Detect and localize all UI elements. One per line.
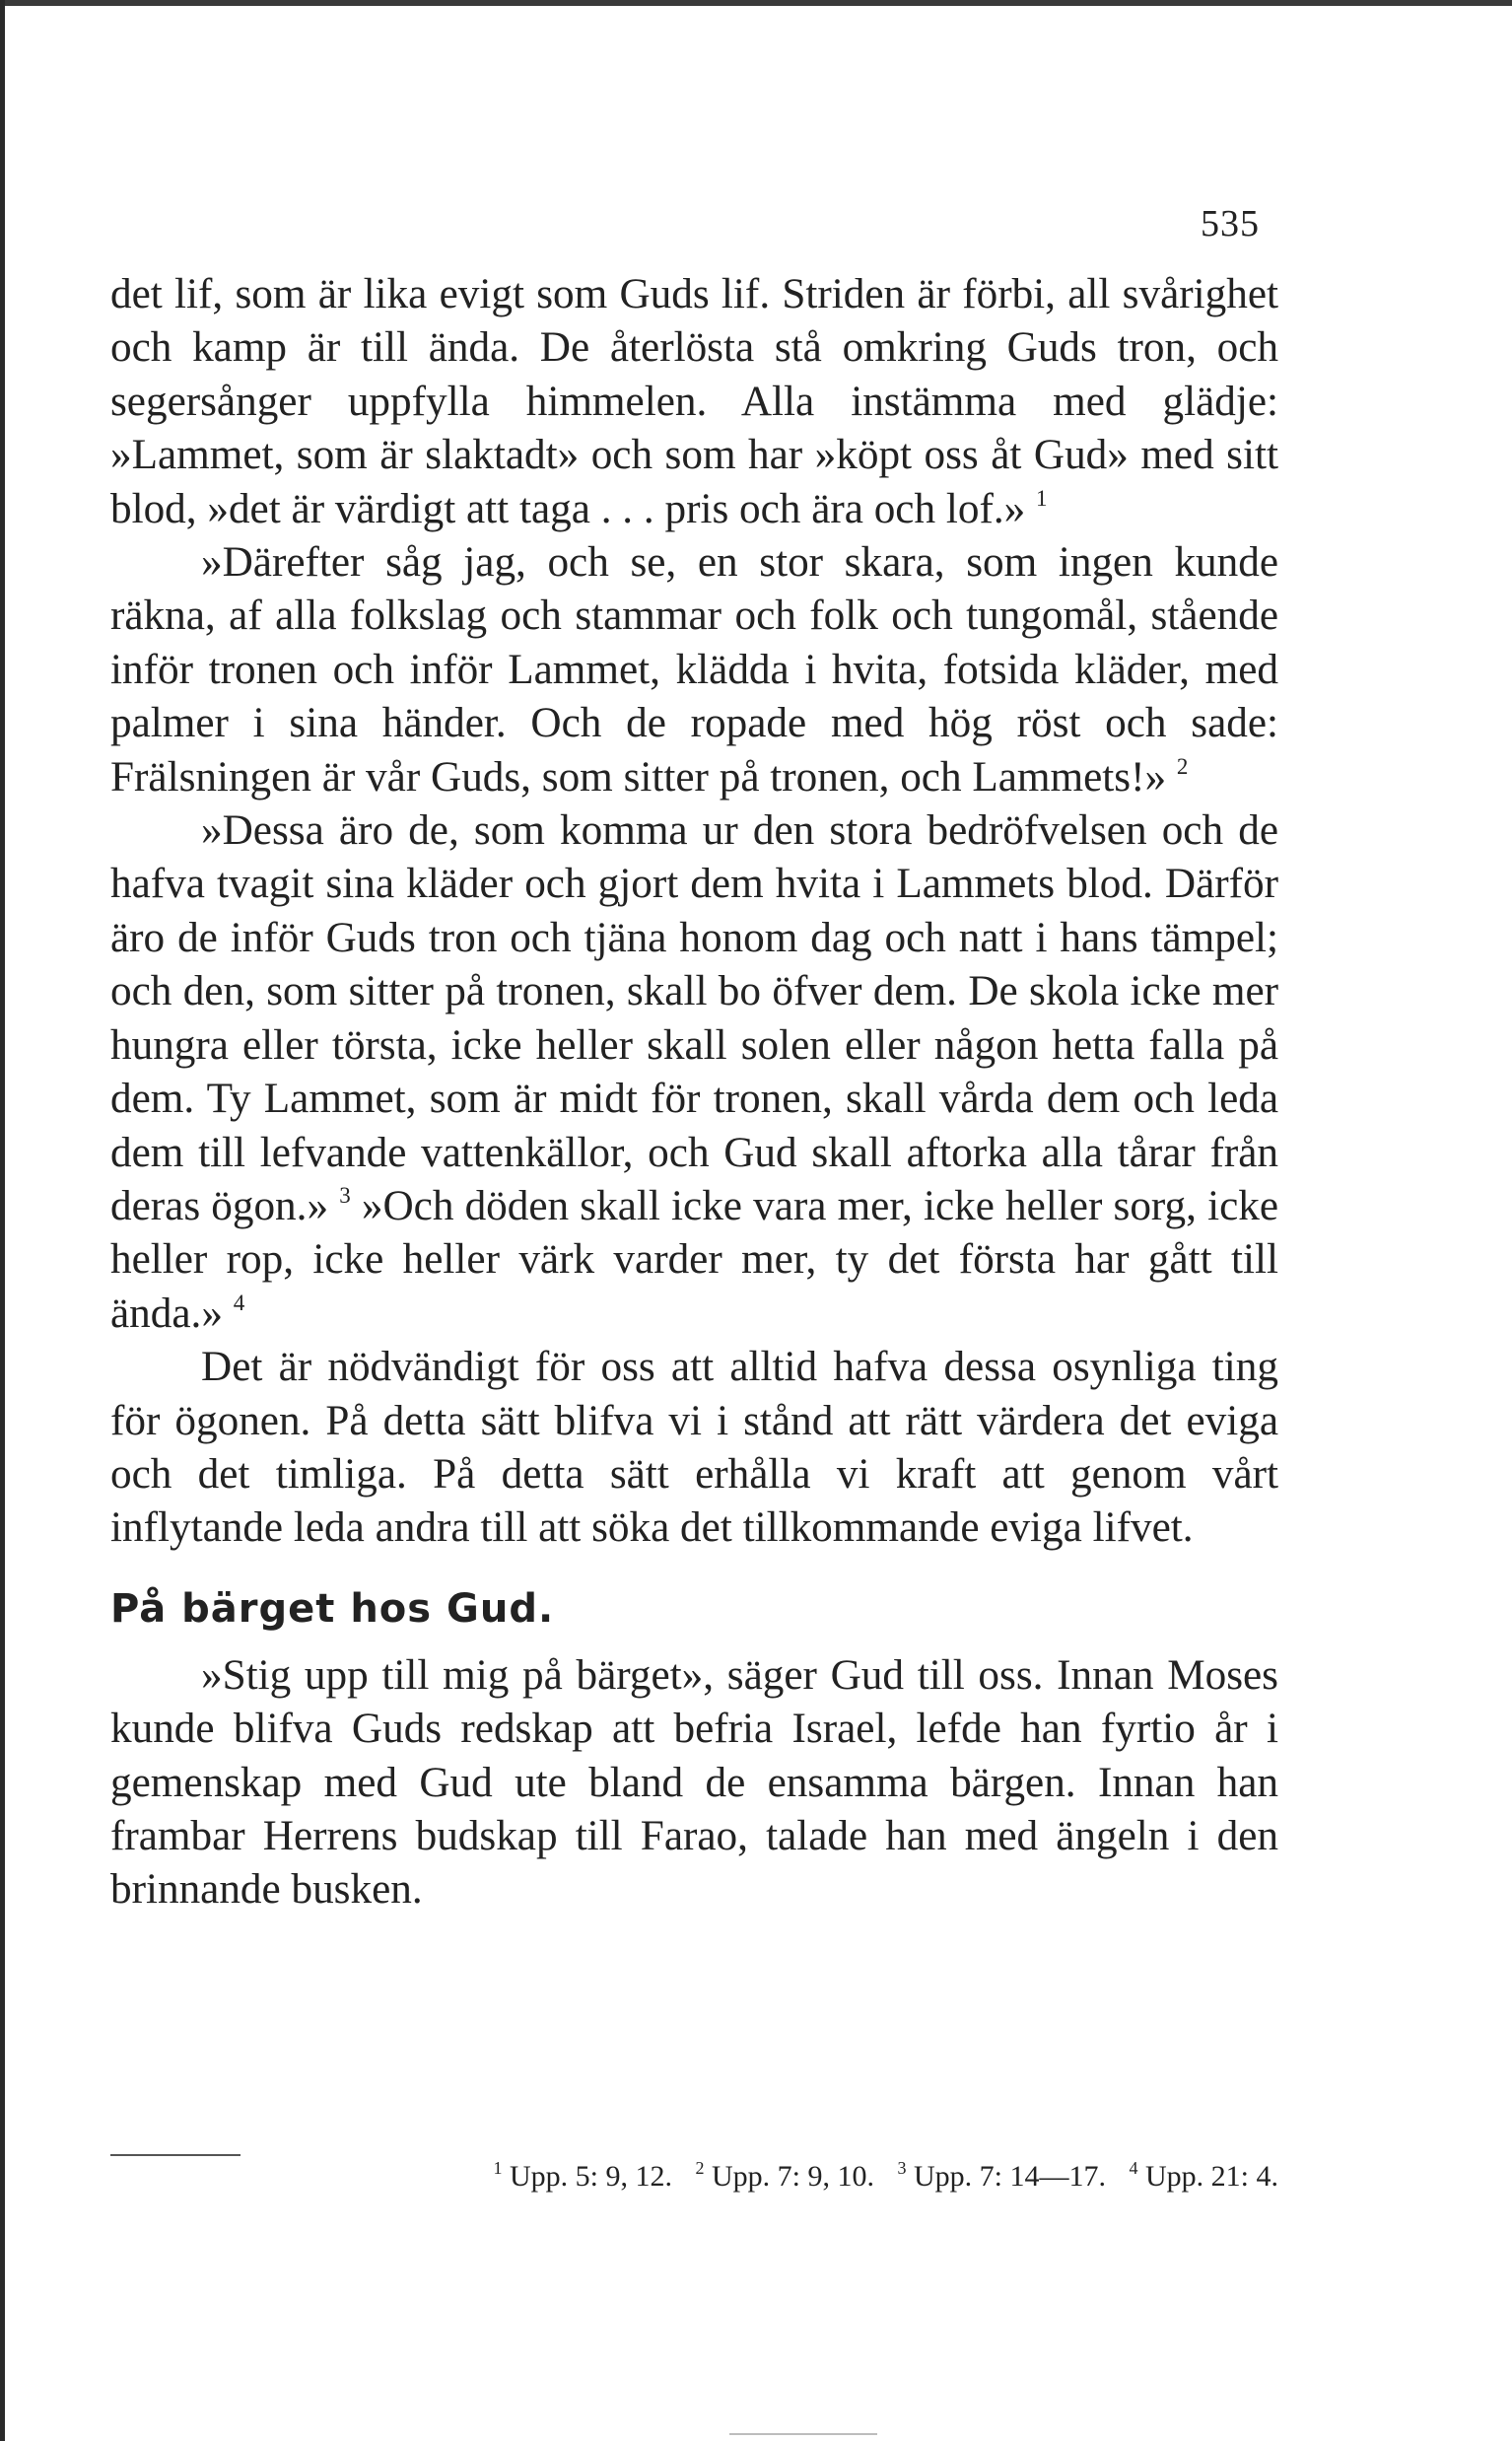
body-text (110, 268, 1278, 1918)
paragraph-4: Det är nödvändigt för oss att alltid hafva dessa osynliga ting för ögonen. På detta sätt blifva vi i stånd att rätt värdera det eviga och det timliga. På detta sätt erhålla vi kraft att genom vårt inflytande leda andra till att söka det tillkommande eviga lifvet. (110, 1344, 1278, 1552)
footnote-4-mark: 4 (1129, 2158, 1138, 2178)
footnote-2-text: Upp. 7: 9, 10. (712, 2160, 874, 2193)
footnote-ref-3: 3 (339, 1182, 351, 1208)
section-heading: På bärget hos Gud. (110, 1585, 555, 1632)
scan-top-edge (0, 0, 1512, 6)
footnote-ref-4: 4 (233, 1290, 245, 1315)
footnote-ref-2: 2 (1176, 753, 1189, 779)
footnote-2-mark: 2 (695, 2158, 705, 2178)
footnote-divider (110, 2154, 241, 2156)
paragraph-2 (110, 536, 1278, 804)
footnote-3-text: Upp. 7: 14—17. (914, 2160, 1106, 2193)
footnote-4 (1130, 2160, 1279, 2193)
paragraph-3 (110, 804, 1278, 1341)
paragraph-3-text-continued: »Och döden skall icke vara mer, icke heller sorg, icke heller rop, icke heller värk varder mer, ty det första har gått till ända.» (110, 1182, 1279, 1337)
page-number: 535 (1201, 203, 1260, 244)
paragraph-1-text: det lif, som är lika evigt som Guds lif. Striden är förbi, all svårighet och kamp är till ända. De återlösta stå omkring Guds tron, och segersånger uppfylla himmelen. Alla instämma med glädje: »Lammet, som är slaktadt» och som har »köpt oss åt Gud» med sitt blod, »det är värdigt att taga . . . pris och ära och lof.» (110, 271, 1278, 532)
scan-left-edge (0, 0, 5, 2441)
paragraph-2-text: »Därefter såg jag, och se, en stor skara, som ingen kunde räkna, af alla folkslag och stammar och folk och tungomål, stående inför tronen och inför Lammet, klädda i hvita, fotsida kläder, med palmer i sina händer. Och de ropade med hög röst och sade: Frälsningen är vår Guds, som sitter på tronen, och Lammets!» (110, 539, 1278, 801)
footnote-3-mark: 3 (897, 2158, 907, 2178)
section-paragraph: »Stig upp till mig på bärget», säger Gud till oss. Innan Moses kunde blifva Guds redskap att befria Israel, lefde han fyrtio år i gemenskap med Gud ute bland de ensamma bärgen. Innan han frambar Herrens budskap till Farao, talade han med ängeln i den brinnande busken. (110, 1651, 1278, 1914)
footnote-2 (696, 2160, 875, 2193)
footnote-1 (494, 2160, 673, 2193)
paragraph-3-text: »Dessa äro de, som komma ur den stora bedröfvelsen och de hafva tvagit sina kläder och gjort dem hvita i Lammets blod. Därför äro de inför Guds tron och tjäna honom dag och natt i hans tämpel; och den, som sitter på tronen, skall bo öfver dem. De skola icke mer hungra eller törsta, icke heller skall solen eller någon hetta falla på dem. Ty Lammet, som är midt för tronen, skall vårda dem och leda dem till lefvande vattenkällor, och Gud skall aftorka alla tårar från deras ögon.» (110, 807, 1278, 1229)
footnote-1-text: Upp. 5: 9, 12. (510, 2160, 672, 2193)
footnote-1-mark: 1 (493, 2158, 503, 2178)
footnotes (110, 2157, 1278, 2197)
footnote-ref-1: 1 (1036, 485, 1048, 511)
scan-smudge (729, 2433, 877, 2435)
paragraph-1 (110, 268, 1278, 536)
footnote-4-text: Upp. 21: 4. (1145, 2160, 1278, 2193)
footnote-3 (898, 2160, 1107, 2193)
